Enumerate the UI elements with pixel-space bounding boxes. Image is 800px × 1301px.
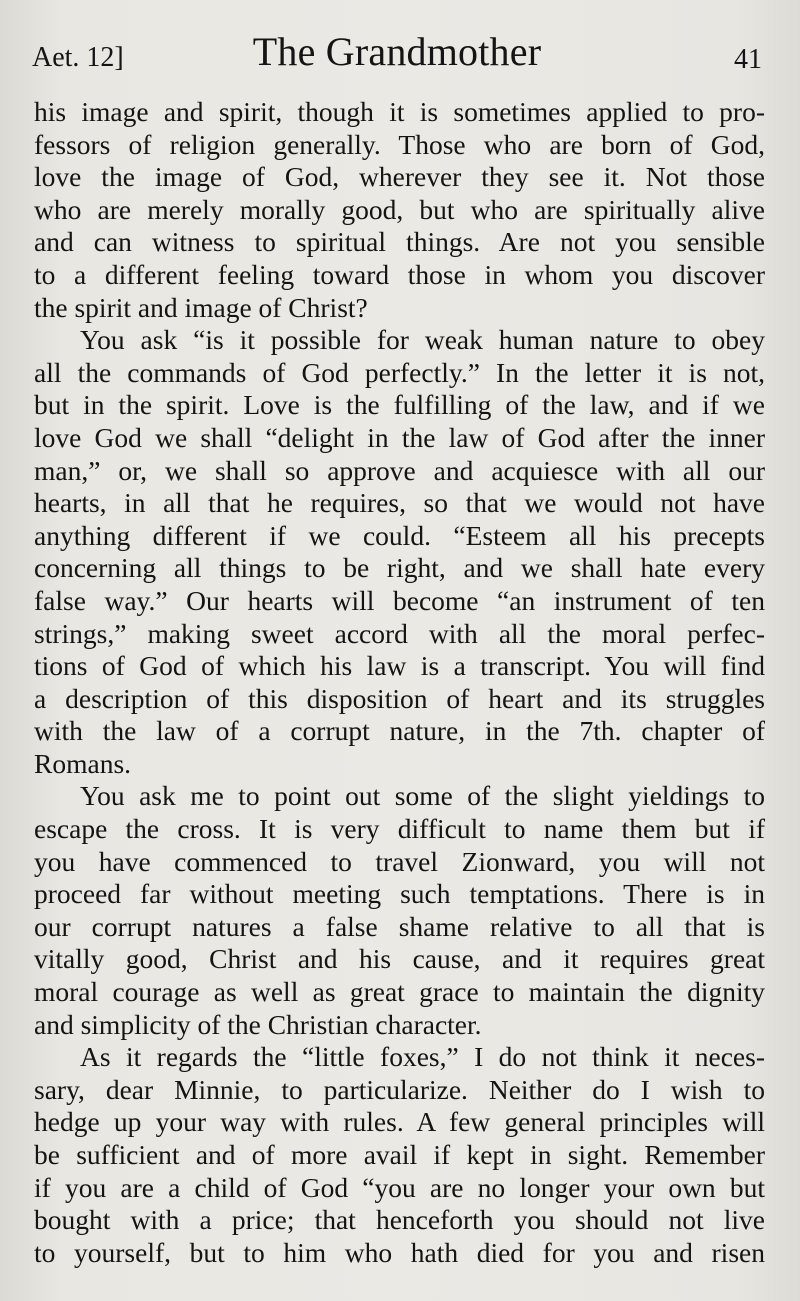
text-line: strings,” making sweet accord with all the moral perfec- [34, 617, 765, 649]
text-line: with the law of a corrupt nature, in the 7th. chapter of [34, 715, 765, 747]
running-header [32, 28, 762, 78]
paragraph [34, 324, 765, 780]
text-line: moral courage as well as great grace to maintain the dignity [34, 976, 765, 1008]
text-line: you have commenced to travel Zionward, you will not [34, 845, 765, 877]
text-line: bought with a price; that henceforth you should not live [34, 1204, 765, 1236]
body-text [34, 96, 765, 1269]
text-line: fessors of religion generally. Those who are born of God, [34, 128, 765, 160]
text-line: You ask “is it possible for weak human nature to obey [80, 324, 765, 356]
text-line: and can witness to spiritual things. Are not you sensible [34, 226, 765, 258]
text-line: sary, dear Minnie, to particularize. Neither do I wish to [34, 1073, 765, 1105]
text-line: but in the spirit. Love is the fulfilling of the law, and if we [34, 389, 765, 421]
text-line: man,” or, we shall so approve and acquiesce with all our [34, 454, 765, 486]
text-line: our corrupt natures a false shame relative to all that is [34, 910, 765, 942]
text-line: a description of this disposition of heart and its struggles [34, 682, 765, 714]
text-line: vitally good, Christ and his cause, and it requires great [34, 943, 765, 975]
text-line: As it regards the “little foxes,” I do not think it neces- [80, 1041, 765, 1073]
text-line: escape the cross. It is very difficult to name them but if [34, 813, 765, 845]
text-line: false way.” Our hearts will become “an instrument of ten [34, 584, 765, 616]
text-line: love God we shall “delight in the law of God after the inner [34, 421, 765, 453]
text-line: his image and spirit, though it is sometimes applied to pro- [34, 96, 765, 127]
text-line: all the commands of God perfectly.” In the letter it is not, [34, 356, 765, 388]
text-line: if you are a child of God “you are no longer your own but [34, 1171, 765, 1203]
text-line: anything different if we could. “Esteem all his precepts [34, 519, 765, 551]
text-line: You ask me to point out some of the slight yieldings to [80, 780, 765, 812]
text-line: love the image of God, wherever they see it. Not those [34, 161, 765, 193]
text-line: to yourself, but to him who hath died for you and risen [34, 1236, 765, 1268]
text-line: concerning all things to be right, and we shall hate every [34, 552, 765, 584]
page-number: 41 [734, 44, 762, 75]
running-head-title: The Grandmother [252, 29, 542, 74]
text-line: to a different feeling toward those in whom you discover [34, 258, 765, 290]
text-line: hearts, in all that he requires, so that we would not have [34, 487, 765, 519]
text-line: who are merely morally good, but who are spiritually alive [34, 193, 765, 225]
paragraph [34, 1041, 765, 1269]
text-line: and simplicity of the Christian character. [34, 1008, 482, 1040]
running-head-left: Aet. 12] [32, 42, 124, 73]
text-line: the spirit and image of Christ? [34, 291, 368, 323]
paragraph [34, 96, 765, 324]
text-line: be sufficient and of more avail if kept in sight. Remember [34, 1139, 765, 1170]
text-line: proceed far without meeting such temptations. There is in [34, 878, 765, 910]
text-line: hedge up your way with rules. A few general principles will [34, 1106, 765, 1138]
text-line: Romans. [34, 747, 132, 779]
text-line: tions of God of which his law is a transcript. You will find [34, 650, 765, 682]
paragraph [34, 780, 765, 1041]
